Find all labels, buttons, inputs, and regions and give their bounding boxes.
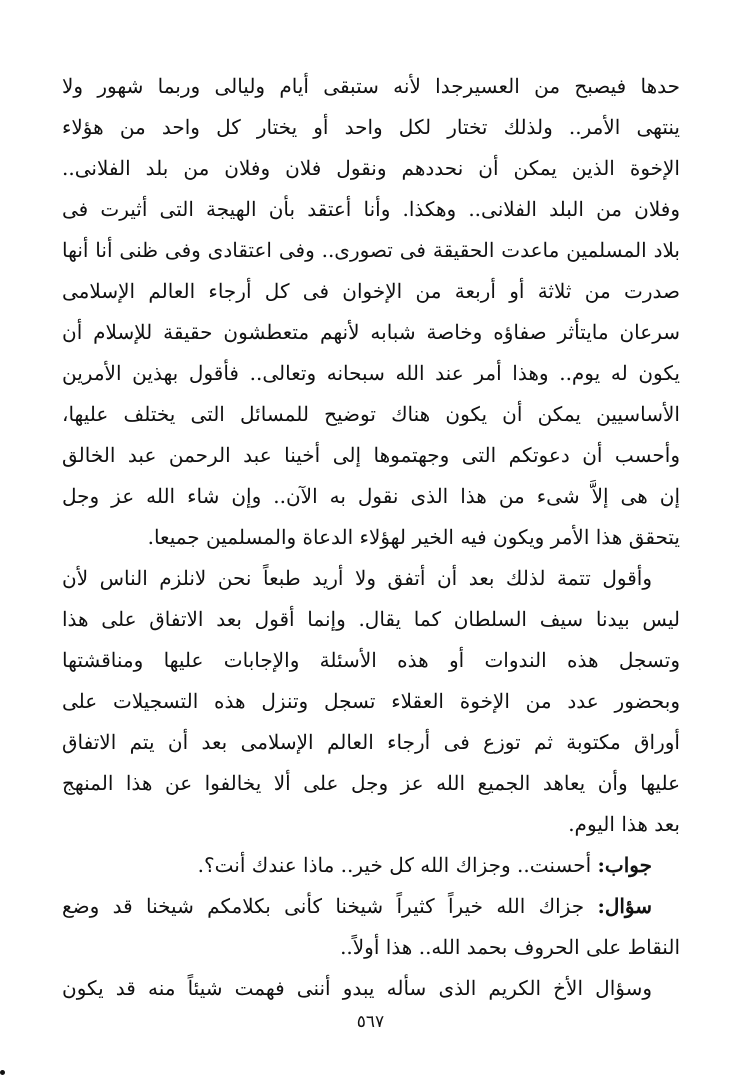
question-line [62, 886, 680, 927]
text-line: أوراق مكتوبة ثم توزع فى أرجاء العالم الإسلامى بعد أن يتم الاتفاق [62, 730, 680, 754]
text-line: بعد هذا اليوم. [568, 812, 680, 836]
text-line: وأحسب أن دعوتكم التى وجهتموها إلى أخينا عبد الرحمن عبد الخالق [62, 443, 680, 467]
text-line: الأساسيين يمكن أن يكون هناك توضيح للمسائل التى يختلف عليها، [62, 402, 680, 426]
text-line: ينتهى الأمر.. ولذلك تختار لكل واحد أو يختار كل واحد من هؤلاء [62, 115, 680, 139]
question-label: سؤال: [597, 894, 652, 918]
page-number: ٥٦٧ [356, 1012, 385, 1032]
answer-line [62, 845, 680, 886]
body-text [62, 66, 680, 1009]
text-line: بلاد المسلمين ماعدت الحقيقة فى تصورى.. وفى اعتقادى وفى ظنى أنا أنها [62, 238, 680, 262]
text-line: وتسجل هذه الندوات أو هذه الأسئلة والإجابات عليها ومناقشتها [62, 648, 680, 672]
question-line-2: النقاط على الحروف بحمد الله.. هذا أولاً.. [340, 935, 680, 959]
text-line: حدها فيصبح من العسيرجدا لأنه ستبقى أيام وليالى وربما شهور ولا [62, 74, 680, 98]
text-line: عليها وأن يعاهد الجميع الله عز وجل على ألا يخالفوا عن هذا المنهج [62, 771, 680, 795]
text-line: وأقول تتمة لذلك بعد أن أتفق ولا أريد طبعاً نحن لانلزم الناس لأن [62, 566, 652, 590]
text-line: ليس بيدنا سيف السلطان كما يقال. وإنما أقول بعد الاتفاق على هذا [62, 607, 680, 631]
question-text: جزاك الله خيراً كثيراً شيخنا كأنى بكلامكم شيخنا قد وضع [62, 894, 598, 918]
text-line: الإخوة الذين يمكن أن نحددهم ونقول فلان وفلان من بلد الفلانى.. [62, 156, 680, 180]
answer-text: أحسنت.. وجزاك الله كل خير.. ماذا عندك أنت؟. [197, 853, 598, 877]
text-line: يتحقق هذا الأمر ويكون فيه الخير لهؤلاء الدعاة والمسلمين جميعا. [147, 525, 680, 549]
corner-mark [0, 1070, 5, 1075]
text-line: وفلان من البلد الفلانى.. وهكذا. وأنا أعتقد بأن الهيجة التى أثيرت فى [62, 197, 680, 221]
text-line: سرعان مايتأثر صفاؤه وخاصة شبابه لأنهم متعطشون حقيقة للإسلام أن [62, 320, 680, 344]
text-line: يكون له يوم.. وهذا أمر عند الله سبحانه وتعالى.. فأقول بهذين الأمرين [62, 361, 680, 385]
text-line: وبحضور عدد من الإخوة العقلاء تسجل وتنزل هذه التسجيلات على [62, 689, 680, 713]
answer-label: جواب: [597, 853, 652, 877]
text-line: صدرت من ثلاثة أو أربعة من الإخوان فى كل أرجاء العالم الإسلامى [62, 279, 680, 303]
text-line: إن هى إلاَّ شىء من هذا الذى نقول به الآن.. وإن شاء الله عز وجل [62, 484, 680, 508]
final-line: وسؤال الأخ الكريم الذى سأله يبدو أننى فهمت شيئاً منه قد يكون [62, 976, 652, 1000]
